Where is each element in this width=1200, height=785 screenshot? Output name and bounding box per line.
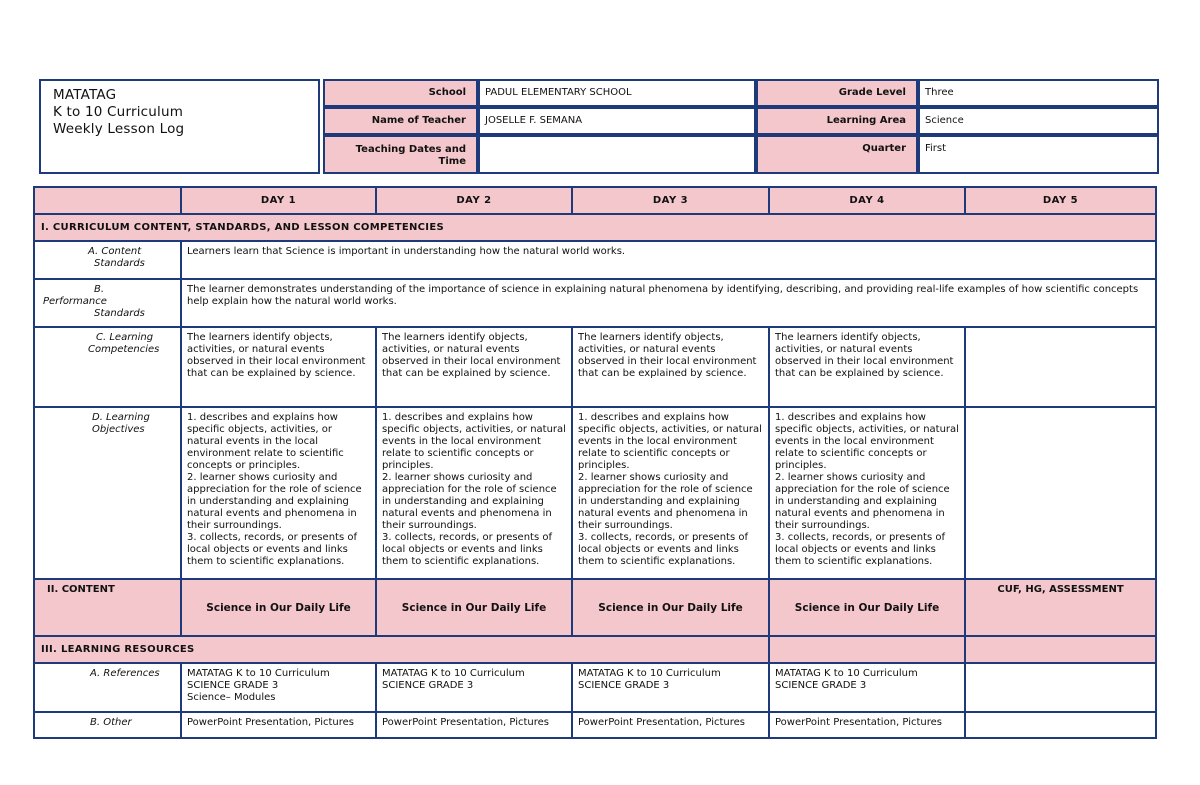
performance-standards-label: [34, 279, 181, 327]
content-day-5: CUF, HG, ASSESSMENT: [965, 579, 1156, 636]
objective-item: 1. describes and explains how specific objects, activities, or natural events in the local environment relate to scientific concepts or principles.: [382, 412, 566, 471]
lesson-log-table: [33, 186, 1157, 739]
objective-item: 1. describes and explains how specific objects, activities, or natural events in the local environment relate to scientific concepts or principles.: [775, 412, 959, 471]
content-standards-row: [34, 241, 1156, 279]
learning-competencies-label-line-1: C. Learning: [96, 332, 154, 343]
teaching-dates-label-line-2: Time: [438, 156, 466, 167]
school-label: School: [323, 79, 478, 107]
objective-item: 3. collects, records, or presents of local objects or events and links them to scientific explanations.: [775, 532, 945, 567]
other-day-5: [965, 712, 1156, 738]
objective-item: 3. collects, records, or presents of local objects or events and links them to scientific explanations.: [187, 532, 357, 567]
content-section-label: II. CONTENT: [34, 579, 181, 636]
references-day-4: [769, 663, 965, 712]
title-line-2: K to 10 Curriculum: [53, 104, 184, 120]
other-day-4: PowerPoint Presentation, Pictures: [769, 712, 965, 738]
objective-item: 3. collects, records, or presents of local objects or events and links them to scientific explanations.: [382, 532, 552, 567]
reference-line: MATATAG K to 10 Curriculum: [187, 668, 330, 679]
learning-competencies-row: [34, 327, 1156, 407]
learning-competencies-label-line-2: Competencies: [88, 344, 160, 355]
learning-resources-row: [34, 636, 1156, 663]
competency-day-5: [965, 327, 1156, 407]
grade-level-value: Three: [918, 79, 1159, 107]
reference-line: MATATAG K to 10 Curriculum: [775, 668, 918, 679]
competency-day-4: The learners identify objects, activities, or natural events observed in their local environment that can be explained by science.: [769, 327, 965, 407]
reference-line: Science– Modules: [187, 692, 276, 703]
other-resources-label: [34, 712, 181, 738]
content-standards-text: Learners learn that Science is important in understanding how the natural world works.: [181, 241, 1156, 279]
learning-objectives-row: [34, 407, 1156, 579]
teaching-dates-label: [323, 135, 478, 174]
references-label-text: A. References: [90, 668, 160, 679]
day-3-header: DAY 3: [572, 187, 769, 214]
performance-standards-label-line-3: Standards: [94, 308, 145, 319]
reference-line: SCIENCE GRADE 3: [775, 680, 867, 691]
performance-standards-row: [34, 279, 1156, 327]
learning-resources-title: III. LEARNING RESOURCES: [34, 636, 769, 663]
reference-line: SCIENCE GRADE 3: [187, 680, 279, 691]
title-line-1: MATATAG: [53, 87, 117, 103]
teaching-dates-value: [478, 135, 756, 174]
section-1-title: I. CURRICULUM CONTENT, STANDARDS, AND LESSON COMPETENCIES: [34, 214, 1156, 241]
quarter-label: Quarter: [756, 135, 918, 174]
day-5-header: DAY 5: [965, 187, 1156, 214]
competency-day-1: The learners identify objects, activities, or natural events observed in their local environment that can be explained by science.: [181, 327, 376, 407]
objectives-day-3: [572, 407, 769, 579]
learning-area-label: Learning Area: [756, 107, 918, 135]
learning-resources-blank-5: [965, 636, 1156, 663]
other-resources-row: [34, 712, 1156, 738]
objectives-day-2: [376, 407, 572, 579]
content-day-3: Science in Our Daily Life: [572, 579, 769, 636]
content-day-4: Science in Our Daily Life: [769, 579, 965, 636]
references-row: [34, 663, 1156, 712]
lesson-log-title: [39, 79, 320, 174]
learning-objectives-label-line-2: Objectives: [92, 424, 145, 435]
content-day-1: Science in Our Daily Life: [181, 579, 376, 636]
content-row: [34, 579, 1156, 636]
learning-objectives-label-line-1: D. Learning: [92, 412, 150, 423]
day-header-row: [34, 187, 1156, 214]
performance-standards-label-line-2: Performance: [43, 296, 107, 307]
objectives-day-4: [769, 407, 965, 579]
competency-day-3: The learners identify objects, activities, or natural events observed in their local environment that can be explained by science.: [572, 327, 769, 407]
section-1-row: [34, 214, 1156, 241]
reference-line: MATATAG K to 10 Curriculum: [382, 668, 525, 679]
objectives-day-5: [965, 407, 1156, 579]
objectives-day-1: [181, 407, 376, 579]
objective-item: 1. describes and explains how specific objects, activities, or natural events in the local environment relate to scientific concepts or principles.: [578, 412, 762, 471]
objective-item: 3. collects, records, or presents of local objects or events and links them to scientific explanations.: [578, 532, 748, 567]
other-day-2: PowerPoint Presentation, Pictures: [376, 712, 572, 738]
references-day-1: [181, 663, 376, 712]
other-day-3: PowerPoint Presentation, Pictures: [572, 712, 769, 738]
title-line-3: Weekly Lesson Log: [53, 121, 185, 137]
day-2-header: DAY 2: [376, 187, 572, 214]
objective-item: 2. learner shows curiosity and appreciation for the role of science in understanding and explaining natural events and phenomena in their surroundings.: [382, 472, 557, 531]
competency-day-2: The learners identify objects, activities, or natural events observed in their local environment that can be explained by science.: [376, 327, 572, 407]
references-label: [34, 663, 181, 712]
day-header-blank: [34, 187, 181, 214]
teacher-value: JOSELLE F. SEMANA: [478, 107, 756, 135]
performance-standards-text: The learner demonstrates understanding of the importance of science in explaining natural phenomena by identifying, describing, and providing real-life examples of how scientific concepts help explain how the natural world works.: [181, 279, 1156, 327]
content-standards-label-line-2: Standards: [94, 258, 145, 269]
objective-item: 1. describes and explains how specific objects, activities, or natural events in the local environment relate to scientific concepts or principles.: [187, 412, 344, 471]
other-day-1: PowerPoint Presentation, Pictures: [181, 712, 376, 738]
content-standards-label-line-1: A. Content: [88, 246, 142, 257]
grade-level-label: Grade Level: [756, 79, 918, 107]
reference-line: SCIENCE GRADE 3: [578, 680, 670, 691]
quarter-value: First: [918, 135, 1159, 174]
references-day-3: [572, 663, 769, 712]
reference-line: SCIENCE GRADE 3: [382, 680, 474, 691]
learning-area-value: Science: [918, 107, 1159, 135]
references-day-5: [965, 663, 1156, 712]
objective-item: 2. learner shows curiosity and appreciation for the role of science in understanding and explaining natural events and phenomena in their surroundings.: [775, 472, 950, 531]
school-value: PADUL ELEMENTARY SCHOOL: [478, 79, 756, 107]
learning-resources-blank-4: [769, 636, 965, 663]
teacher-label: Name of Teacher: [323, 107, 478, 135]
references-day-2: [376, 663, 572, 712]
content-standards-label: [34, 241, 181, 279]
objective-item: 2. learner shows curiosity and appreciation for the role of science in understanding and explaining natural events and phenomena in their surroundings.: [187, 472, 362, 531]
reference-line: MATATAG K to 10 Curriculum: [578, 668, 721, 679]
learning-competencies-label: [34, 327, 181, 407]
teaching-dates-label-line-1: Teaching Dates and: [355, 144, 466, 155]
learning-objectives-label: [34, 407, 181, 579]
other-resources-label-text: B. Other: [90, 717, 132, 728]
performance-standards-label-line-1: B.: [94, 284, 105, 295]
day-4-header: DAY 4: [769, 187, 965, 214]
content-day-2: Science in Our Daily Life: [376, 579, 572, 636]
day-1-header: DAY 1: [181, 187, 376, 214]
objective-item: 2. learner shows curiosity and appreciation for the role of science in understanding and explaining natural events and phenomena in their surroundings.: [578, 472, 753, 531]
